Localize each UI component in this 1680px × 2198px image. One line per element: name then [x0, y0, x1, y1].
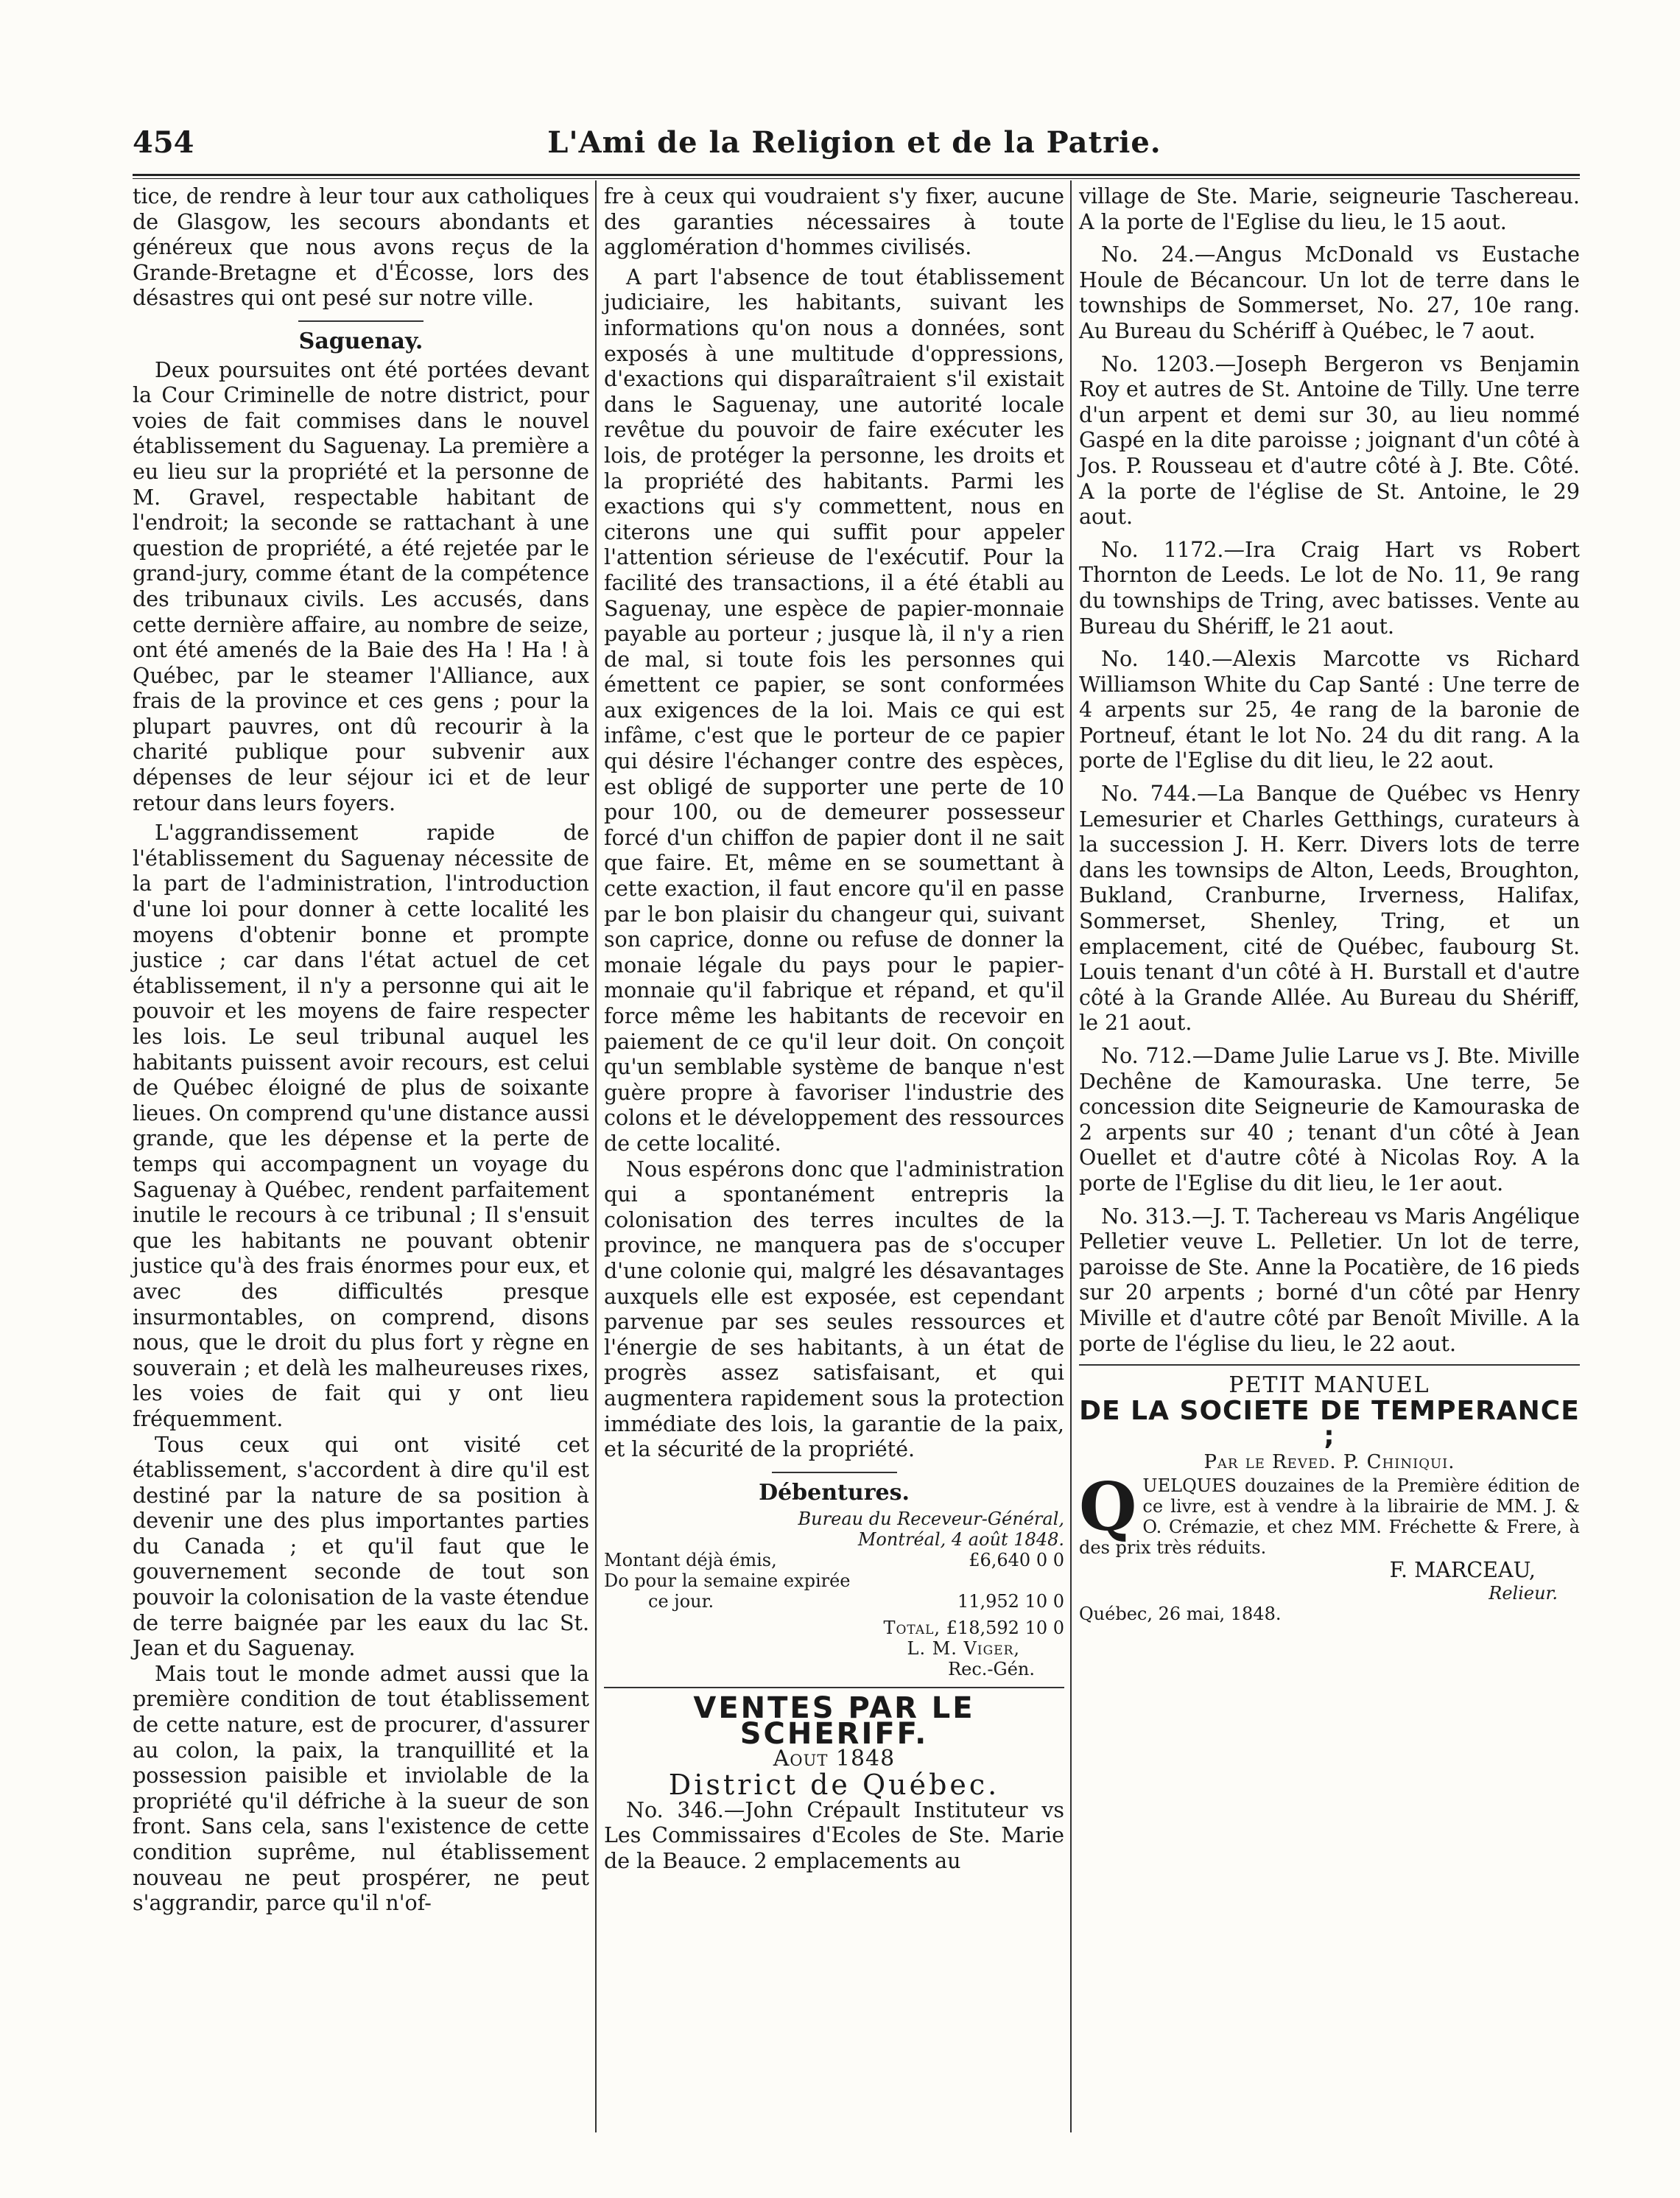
- total-value: £18,592 10 0: [946, 1618, 1064, 1639]
- ad-text: UELQUES douzaines de la Première édition de ce livre, est à vendre à la librairie de MM. J. & O. Crémazie, et chez MM. Fréchette & Frere, à des prix très réduits.: [1079, 1475, 1580, 1558]
- header-rule: [133, 174, 1580, 176]
- paragraph: L'aggrandissement rapide de l'établissement du Saguenay nécessite de la part de l'administration, l'introduction d'une loi pour donner à cette localité les moyens d'obtenir bonne et prompte justice ; car dans l'état actuel de cet établissement, il n'y a personne qui ait le pouvoir et les moyens de faire respecter les lois. Le seul tribunal auquel les habitants puissent avoir recours, est celui de Québec éloigné de plus de soixante lieues. On comprend qu'une distance aussi grande, que les dépense et la perte de temps qui accompagnent un voyage du Saguenay à Québec, rendent parfaitement inutile le recours à ce tribunal ; Il s'ensuit que les habitants ne pouvant obtenir justice qu'à des frais énormes pour eux, et avec des difficultés presque insurmontables, on comprend, disons nous, que le droit du plus fort y règne en souverain ; et delà les malheureuses rixes, les voies de fait qui y ont lieu fréquemment.: [133, 821, 589, 1431]
- paragraph: tice, de rendre à leur tour aux catholiques de Glasgow, les secours abondants et généreux que nous avons reçus de la Grande-Bretagne et d'Écosse, lors des désastres qui ont pesé sur notre ville.: [133, 184, 589, 311]
- debentures-row: [604, 1591, 1064, 1612]
- row-label: Do pour la semaine expirée: [604, 1570, 851, 1592]
- ad-subtitle: DE LA SOCIETE DE TEMPERANCE ;: [1079, 1395, 1580, 1452]
- row-label: Montant déjà émis,: [604, 1550, 777, 1571]
- column-divider-1: [595, 180, 597, 2132]
- ad-signer-title: Relieur.: [1489, 1583, 1558, 1604]
- header-rule-thin: [133, 178, 1580, 179]
- paragraph: No. 24.—Angus McDonald vs Eustache Houle de Bécancour. Un lot de terre dans le townships de Sommerset, No. 27, 10e rang. Au Bureau du Schériff à Québec, le 7 aout.: [1079, 242, 1580, 343]
- paragraph: No. 712.—Dame Julie Larue vs J. Bte. Miville Dechêne de Kamouraska. Une terre, 5e concession dite Seigneurie de Kamouraska de 2 arpents sur 40 ; tenant d'un côté à Jean Ouellet et d'autre côté à Nicolas Roy. A la porte de l'Eglise du dit lieu, le 1er aout.: [1079, 1044, 1580, 1195]
- paragraph: No. 140.—Alexis Marcotte vs Richard Williamson White du Cap Santé : Une terre de 4 arpents sur 25, 4e rang de la baronie de Portneuf, étant le lot No. 24 du dit rang. A la porte de l'Eglise du dit lieu, le 22 aout.: [1079, 647, 1580, 773]
- debentures-heading: Débentures.: [759, 1479, 910, 1506]
- column-1: [133, 184, 589, 1917]
- bureau-line: Bureau du Receveur-Général,: [798, 1509, 1064, 1530]
- place-date-line: Montréal, 4 août 1848.: [857, 1529, 1064, 1551]
- row-value: £6,640 0 0: [969, 1550, 1064, 1571]
- section-rule: [604, 1687, 1064, 1688]
- paragraph: Deux poursuites ont été portées devant la Cour Criminelle de notre district, pour voies de fait commises dans le nouvel établissement du Saguenay. La première a eu lieu sur la propriété et la personne de M. Gravel, respectable habitant de l'endroit; la seconde se rattachant à une question de propriété, a été rejetée par le grand-jury, comme étant de la compétence des tribunaux civils. Les accusés, dans cette dernière affaire, au nombre de seize, ont été amenés de la Baie des Ha ! Ha ! à Québec, par le steamer l'Alliance, aux frais de la province et ces gens ; pour la plupart pauvres, ont dû recourir à la charité publique pour subvenir aux dépenses de leur séjour ici et de leur retour dans leurs foyers.: [133, 357, 589, 815]
- paragraph: No. 1172.—Ira Craig Hart vs Robert Thornton de Leeds. Le lot de No. 11, 9e rang du townships de Tring, avec batisses. Vente au Bureau du Shériff, le 21 aout.: [1079, 537, 1580, 639]
- paragraph: No. 313.—J. T. Tachereau vs Maris Angélique Pelletier veuve L. Pelletier. Un lot de terre, paroisse de Ste. Anne la Pocatière, de 16 pieds sur 20 arpents ; borné d'un côté par Henry Miville et d'autre côté par Benoît Miville. A la porte de l'église du lieu, le 22 aout.: [1079, 1204, 1580, 1356]
- column-2: [604, 184, 1064, 1874]
- row-label: ce jour.: [648, 1591, 714, 1612]
- debentures-table: [604, 1509, 1064, 1679]
- ad-body: [1079, 1467, 1580, 1558]
- total-row: [604, 1618, 1064, 1638]
- paragraph: fre à ceux qui voudraient s'y fixer, aucune des garanties nécessaires à toute agglomération d'hommes civilisés.: [604, 184, 1064, 260]
- ad-author: Par le Reved. P. Chiniqui.: [1203, 1450, 1455, 1473]
- column-divider-2: [1070, 180, 1072, 2132]
- paragraph: No. 744.—La Banque de Québec vs Henry Lemesurier et Charles Getthings, curateurs à la succession J. H. Kerr. Divers lots de terre dans les townsips de Alton, Leeds, Broughton, Bukland, Cranburne, Irverness, Halifax, Sommerset, Shenley, Tring, et un emplacement, cité de Québec, faubourg St. Louis tenant d'un côté à H. Burstall et d'autre côté à la Grande Allée. Au Bureau du Shériff, le 21 aout.: [1079, 782, 1580, 1036]
- paragraph: A part l'absence de tout établissement judiciaire, les habitants, suivant les informations qu'on nous a données, sont exposés à une multitude d'oppressions, d'exactions qui disparaîtraient s'il existait dans le Saguenay, une autorité locale revêtue du pouvoir de faire exécuter les lois, de protéger la personne, les droits et la propriété des habitants. Parmi les exactions qui s'y commettent, nous en citerons une qui suffit pour appeler l'attention sérieuse de l'exécutif. Pour la facilité des transactions, il a été établi au Saguenay, une espèce de papier-monnaie payable au porteur ; jusque là, il n'y a rien de mal, si toute fois les personnes qui émettent ce papier, se sont conformées aux exigences de la loi. Mais ce qui est infâme, c'est que le porteur de ce papier qui désire l'échanger contre des espèces, est obligé de supporter une perte de 10 pour 100, ou de demeurer possesseur forcé d'un chiffon de papier dont il ne sait que faire. Et, même en se soumettant à cette exaction, il faut encore qu'il en passe par le bon plaisir du changeur qui, suivant son caprice, donne ou refuse de donner la monaie légale du pays pour le papier-monnaie qu'il fabrique et répand, et qu'il force même les habitants de recevoir en paiement de ce qu'il leur doit. On conçoit qu'un semblable système de banque n'est guère propre à favoriser l'industrie des colons et le développement des ressources de cette localité.: [604, 264, 1064, 1156]
- page-number: 454: [133, 125, 194, 160]
- journal-title: L'Ami de la Religion et de la Patrie.: [547, 125, 1161, 160]
- paragraph: Nous espérons donc que l'administration qui a spontanément entrepris la colonisation des terres incultes de la province, ne manquera pas de s'occuper d'une colonie qui, malgré les désavantages auxquels elle est exposée, est cependant parvenue par ses seules ressources et l'énergie de ses habitants, à un état de progrès assez satisfaisant, et qui augmentera rapidement sous la protection immédiate des lois, la garantie de la paix, et la sécurité de la propriété.: [604, 1156, 1064, 1462]
- paragraph: village de Ste. Marie, seigneurie Taschereau. A la porte de l'Eglise du lieu, le 15 aout.: [1079, 184, 1580, 234]
- paragraph: Tous ceux qui ont visité cet établissement, s'accordent à dire qu'il est destiné par la nature de sa position à devenir une des plus importantes parties du Canada ; et qu'il faut que le gouvernement seconde de tout son pouvoir la colonisation de la vaste étendue de terre baignée par les eaux du lac St. Jean et du Saguenay.: [133, 1432, 589, 1661]
- signature: L. M. Viger,: [907, 1638, 1020, 1660]
- row-value: 11,952 10 0: [957, 1591, 1064, 1612]
- district-heading: District de Québec.: [668, 1769, 1000, 1802]
- section-heading-saguenay: Saguenay.: [298, 328, 423, 354]
- dropcap: Q: [1079, 1467, 1137, 1546]
- total-label: Total,: [883, 1618, 941, 1639]
- debentures-row: [604, 1550, 1064, 1570]
- paragraph: No. 1203.—Joseph Bergeron vs Benjamin Roy et autres de St. Antoine de Tilly. Une terre d'un arpent et demi sur 30, au lieu nommé Gaspé en la dite paroisse ; joignant d'un côté à Jos. P. Rousseau et d'autre côté à J. Bte. Côté. A la porte de l'église de St. Antoine, le 29 aout.: [1079, 351, 1580, 530]
- signature-title: Rec.-Gén.: [948, 1659, 1035, 1680]
- section-rule: [1079, 1364, 1580, 1366]
- paragraph: No. 346.—John Crépault Instituteur vs Les Commissaires d'Ecoles de Ste. Marie de la Beauce. 2 emplacements au: [604, 1797, 1064, 1873]
- paragraph: Mais tout le monde admet aussi que la première condition de tout établissement de cette nature, est de procurer, d'assurer au colon, la paix, la tranquillité et la possession paisible et inviolable de la propriété qu'il défriche à la sueur de son front. Sans cela, sans l'existence de cette condition suprême, nul établissement nouveau ne peut prospérer, ne peut s'aggrandir, parce qu'il n'of-: [133, 1661, 589, 1916]
- ad-signer: F. MARCEAU,: [1389, 1557, 1536, 1582]
- ad-date: Québec, 26 mai, 1848.: [1079, 1604, 1282, 1625]
- ventes-title: VENTES PAR LE SCHERIFF.: [693, 1691, 975, 1751]
- column-3: [1079, 184, 1580, 1624]
- section-rule: [298, 320, 423, 322]
- page-header: [133, 125, 1576, 169]
- ad-title: PETIT MANUEL: [1229, 1372, 1430, 1399]
- section-rule: [772, 1472, 897, 1473]
- ventes-date: Aout 1848: [773, 1746, 896, 1772]
